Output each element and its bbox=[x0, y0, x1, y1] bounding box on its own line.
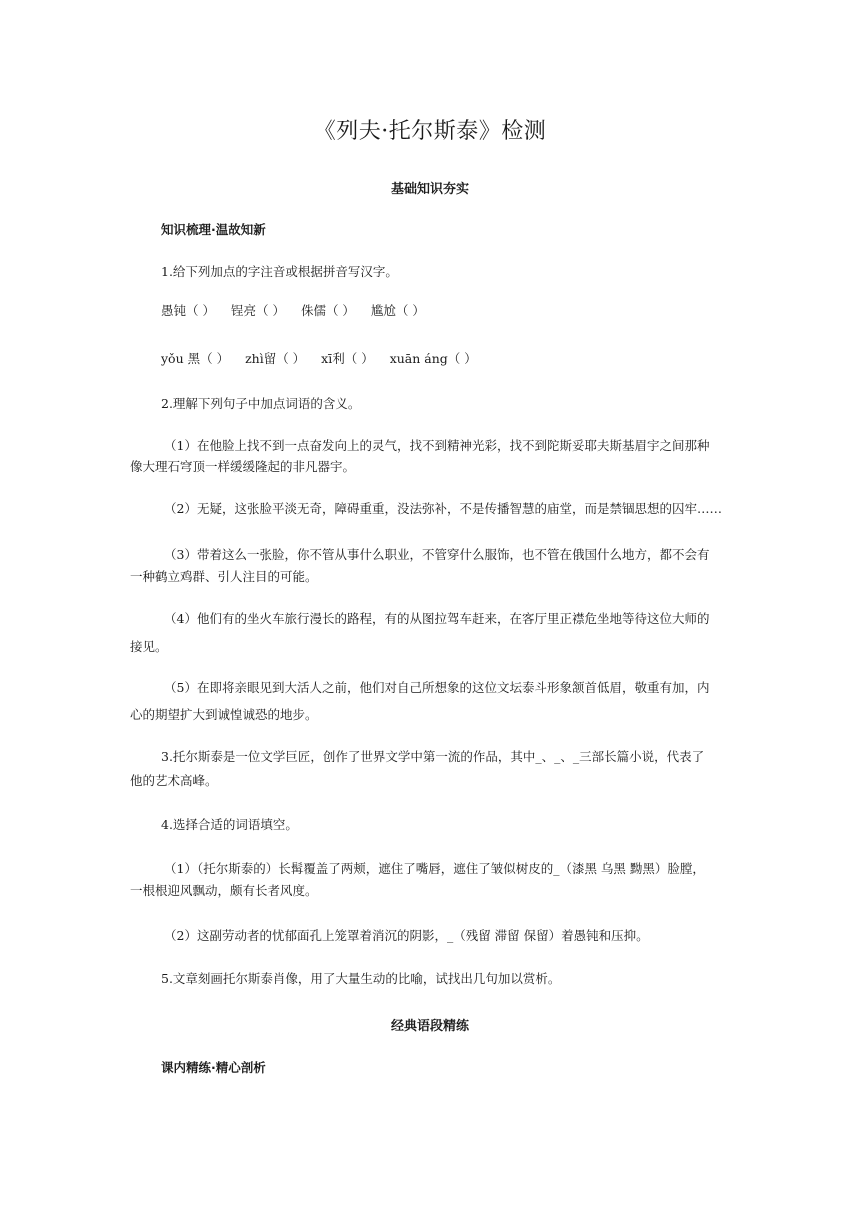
question-3-line-1: 3.托尔斯泰是一位文学巨匠，创作了世界文学中第一流的作品，其中_、_、_三部长篇小说，代表了 bbox=[161, 749, 705, 764]
question-5: 5.文章刻画托尔斯泰肖像，用了大量生动的比喻，试找出几句加以赏析。 bbox=[161, 971, 561, 986]
word-item: yǒu 黑（ ） bbox=[161, 351, 230, 366]
word-item: 愚钝（ ） bbox=[161, 303, 215, 318]
question-2-item-3-line-1: （3）带着这么一张脸，你不管从事什么职业，不管穿什么服饰，也不管在俄国什么地方，都不会有 bbox=[164, 547, 710, 562]
sub-heading-in-class: 课内精练·精心剖析 bbox=[161, 1060, 266, 1075]
question-4-item-1-line-2: 一根根迎风飘动，颇有长者风度。 bbox=[130, 883, 318, 898]
question-4-prompt: 4.选择合适的词语填空。 bbox=[161, 817, 298, 832]
sub-heading-review: 知识梳理·温故知新 bbox=[161, 222, 266, 237]
page-title: 《列夫·托尔斯泰》检测 bbox=[313, 119, 547, 144]
word-item: xuān áng（ ） bbox=[389, 351, 477, 366]
question-1-word-row-1 bbox=[161, 300, 425, 322]
question-2-item-2-line-1: （2）无疑，这张脸平淡无奇，障碍重重，没法弥补，不是传播智慧的庙堂，而是禁锢思想的囚牢…… bbox=[164, 501, 722, 516]
word-item: zhì留（ ） bbox=[245, 351, 306, 366]
question-2-item-5-line-1: （5）在即将亲眼见到大活人之前，他们对自己所想象的这位文坛泰斗形象颔首低眉，敬重有加，内 bbox=[164, 680, 710, 695]
question-2-item-4-line-2: 接见。 bbox=[130, 639, 168, 654]
word-item: 锃亮（ ） bbox=[230, 303, 285, 318]
question-3-line-2: 他的艺术高峰。 bbox=[130, 773, 218, 788]
question-2-item-5-line-2: 心的期望扩大到诚惶诚恐的地步。 bbox=[130, 707, 318, 722]
section-heading-passages: 经典语段精练 bbox=[390, 1019, 469, 1034]
question-2-item-4-line-1: （4）他们有的坐火车旅行漫长的路程，有的从图拉驾车赶来，在客厅里正襟危坐地等待这位大师的 bbox=[164, 611, 710, 626]
question-2-item-1-line-2: 像大理石穹顶一样缓缓隆起的非凡器宇。 bbox=[130, 459, 356, 474]
question-1-word-row-2 bbox=[161, 348, 477, 370]
question-1-prompt: 1.给下列加点的字注音或根据拼音写汉字。 bbox=[161, 264, 398, 279]
question-2-item-3-line-2: 一种鹤立鸡群、引人注目的可能。 bbox=[130, 569, 318, 584]
word-item: 侏儒（ ） bbox=[300, 303, 355, 318]
question-2-item-1-line-1: （1）在他脸上找不到一点奋发向上的灵气，找不到精神光彩，找不到陀斯妥耶夫斯基眉宇之间那种 bbox=[164, 438, 710, 453]
word-item: 尴尬（ ） bbox=[370, 303, 425, 318]
question-4-item-1-line-1: （1）（托尔斯泰的）长髯覆盖了两颊，遮住了嘴唇，遮住了皱似树皮的_（漆黑 乌黑 黝黑）脸膛， bbox=[164, 861, 705, 876]
question-4-item-2: （2）这副劳动者的忧郁面孔上笼罩着消沉的阴影，_（残留 滞留 保留）着愚钝和压抑。 bbox=[164, 928, 649, 943]
question-2-prompt: 2.理解下列句子中加点词语的含义。 bbox=[161, 396, 361, 411]
word-item: xī利（ ） bbox=[321, 351, 374, 366]
section-heading-basics: 基础知识夯实 bbox=[390, 182, 469, 197]
